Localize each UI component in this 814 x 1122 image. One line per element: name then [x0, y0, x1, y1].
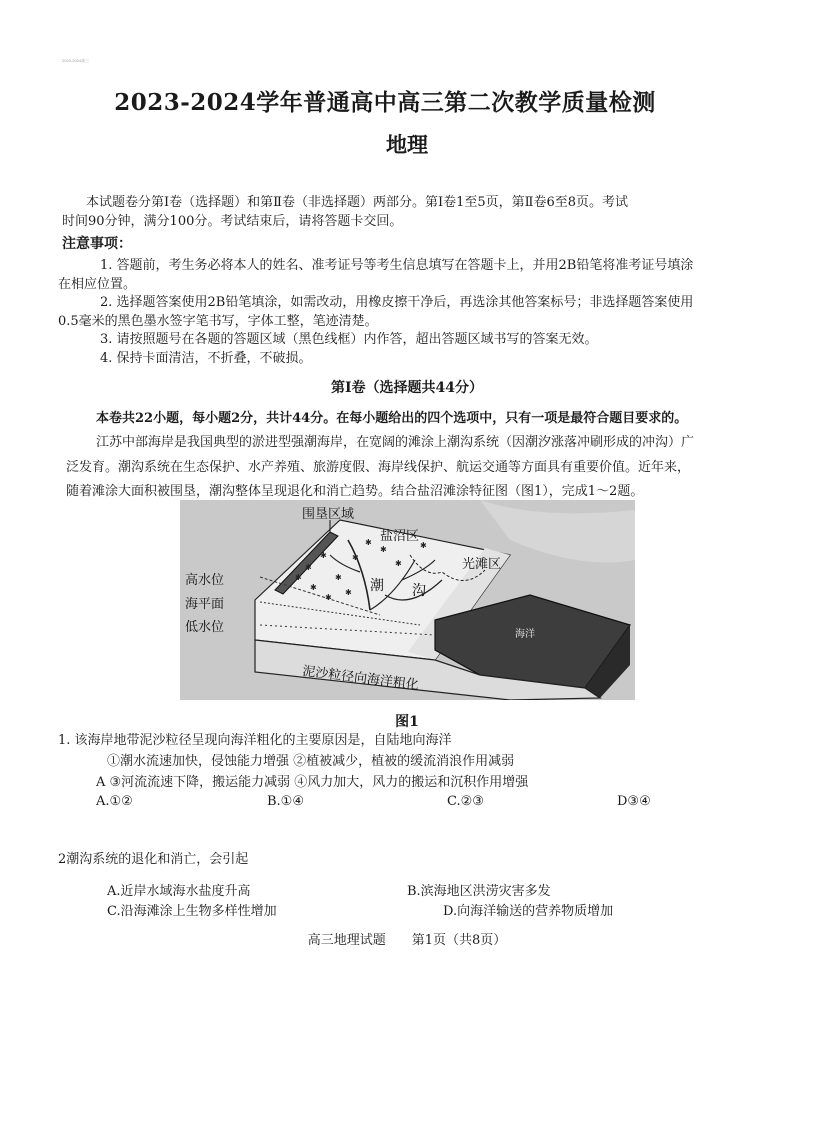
q1-statement-1-2: ①潮水流速加快，侵蚀能力增强 ②植被减少，植被的缓流消浪作用减弱 [107, 754, 515, 769]
q1-statement-3-4: A ③河流流速下降，搬运能力减弱 ④风力加大，风力的搬运和沉积作用增强 [96, 775, 529, 790]
note-2-line-2: 0.5毫米的黑色墨水签字笔书写，字体工整，笔迹清楚。 [58, 314, 378, 329]
intro-line-1: 本试题卷分第Ⅰ卷（选择题）和第Ⅱ卷（非选择题）两部分。第Ⅰ卷1至5页，第Ⅱ卷6至8页。考试 [86, 195, 629, 210]
q2-option-c[interactable]: C.沿海滩涂上生物多样性增加 [107, 904, 277, 919]
svg-text:✱: ✱ [345, 588, 352, 597]
q1-option-a[interactable]: A.①② [96, 794, 133, 809]
label-saltmarsh: 盐沼区 [380, 529, 420, 544]
svg-text:✱: ✱ [395, 559, 402, 568]
label-grain-size: 泥沙粒径向海洋粗化 [301, 664, 420, 694]
svg-text:✱: ✱ [305, 563, 312, 572]
q1-stem: 1. 该海岸地带泥沙粒径呈现向海洋粗化的主要原因是，自陆地向海洋 [58, 733, 452, 748]
label-high-water: 高水位 [185, 573, 225, 588]
q2-option-d[interactable]: D.向海洋输送的营养物质增加 [443, 904, 614, 919]
label-gou: 沟 [412, 583, 426, 599]
svg-text:✱: ✱ [295, 573, 302, 582]
footer-subject: 高三地理试题 [307, 933, 386, 948]
note-4: 4. 保持卡面清洁，不折叠，不破损。 [100, 351, 312, 366]
svg-text:✱: ✱ [325, 593, 332, 602]
svg-text:✱: ✱ [420, 541, 427, 550]
svg-text:✱: ✱ [335, 573, 342, 582]
passage-line-3: 随着滩涂大面积被围垦，潮沟整体呈现退化和消亡趋势。结合盐沼滩涂特征图（图1），完成1～2题。 [66, 484, 644, 499]
label-low-water: 低水位 [185, 620, 225, 635]
label-bare-flat: 光滩区 [462, 557, 502, 572]
salt-marsh-diagram [180, 500, 635, 700]
label-sea-level: 海平面 [185, 597, 225, 612]
page-footer [0, 931, 814, 950]
passage-line-1: 江苏中部海岸是我国典型的淤进型强潮海岸，在宽阔的滩涂上潮沟系统（因潮汐涨落冲刷形成的冲沟）广 [96, 435, 695, 450]
passage-line-2: 泛发育。潮沟系统在生态保护、水产养殖、旅游度假、海岸线保护、航运交通等方面具有重要价值。近年来， [66, 460, 691, 475]
q1-option-b[interactable]: B.①④ [267, 794, 304, 809]
footer-page-number: 第1页（共8页） [411, 933, 507, 948]
q1-option-c[interactable]: C.②③ [447, 794, 484, 809]
q2-option-a[interactable]: A.近岸水域海水盐度升高 [107, 884, 251, 899]
label-chao: 潮 [370, 578, 384, 594]
note-1-line-2: 在相应位置。 [58, 277, 137, 292]
note-1-line-1: 1. 答题前，考生务必将本人的姓名、准考证号等考生信息填写在答题卡上，并用2B铅笔将准考证号填涂 [100, 258, 694, 273]
q1-option-d[interactable]: D③④ [617, 794, 651, 809]
subject-title: 地理 [386, 132, 428, 157]
figure-caption: 图1 [395, 714, 419, 730]
exam-title: 2023-2024学年普通高中高三第二次教学质量检测 [114, 89, 656, 116]
q2-stem: 2潮沟系统的退化和消亡，会引起 [58, 852, 249, 867]
corner-mark: 2023-2024高三 [62, 58, 90, 63]
notes-heading: 注意事项： [62, 236, 132, 252]
svg-text:✱: ✱ [380, 545, 387, 554]
svg-text:✱: ✱ [320, 551, 327, 560]
svg-text:✱: ✱ [365, 538, 372, 547]
svg-text:✱: ✱ [310, 583, 317, 592]
q2-option-b[interactable]: B.滨海地区洪涝灾害多发 [407, 884, 551, 899]
label-reclaim: 围垦区域 [302, 507, 355, 522]
section-heading: 第Ⅰ卷（选择题共44分） [330, 380, 484, 396]
svg-text:✱: ✱ [352, 553, 359, 562]
intro-line-2: 时间90分钟，满分100分。考试结束后，请将答题卡交回。 [62, 214, 403, 229]
note-2-line-1: 2. 选择题答案使用2B铅笔填涂，如需改动，用橡皮擦干净后，再选涂其他答案标号；非选择题答案使用 [100, 295, 694, 310]
note-3: 3. 请按照题号在各题的答题区域（黑色线框）内作答，超出答题区域书写的答案无效。 [100, 332, 598, 347]
section-instruction: 本卷共22小题，每小题2分，共计44分。在每小题给出的四个选项中，只有一项是最符合题目要求的。 [96, 411, 688, 426]
label-ocean: 海洋 [515, 629, 535, 640]
